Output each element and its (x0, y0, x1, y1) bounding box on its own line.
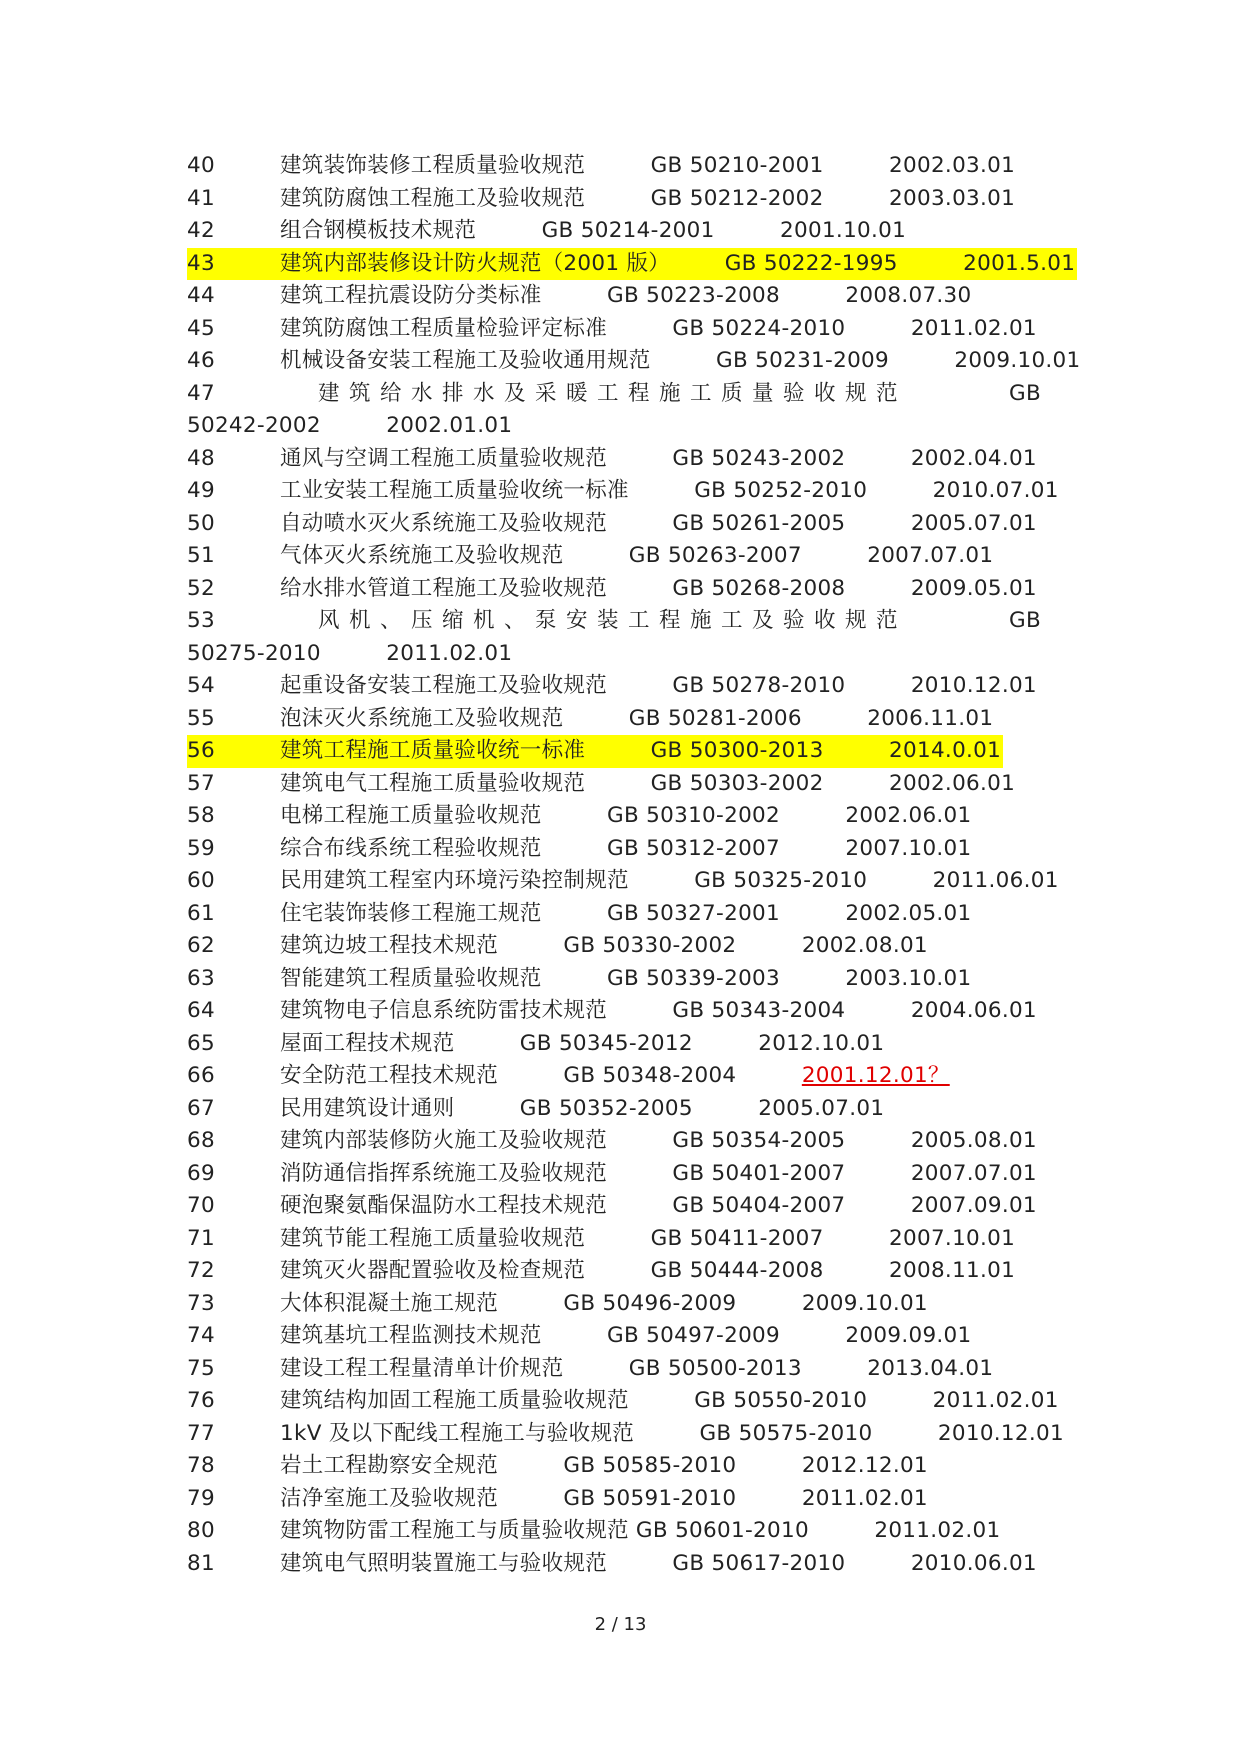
item-text: 洁净室施工及验收规范 GB 50591-2010 2011.02.01 (280, 1485, 928, 1511)
list-item (187, 1158, 1071, 1191)
item-number: 55 (187, 705, 215, 731)
list-item (187, 995, 1071, 1028)
item-number: 79 (187, 1485, 215, 1511)
item-number: 71 (187, 1225, 215, 1251)
item-number: 75 (187, 1355, 215, 1381)
item-number: 63 (187, 965, 215, 991)
item-number: 50 (187, 510, 215, 536)
item-number: 70 (187, 1193, 215, 1218)
item-number: 56 (187, 738, 215, 763)
list-item (187, 1125, 1071, 1158)
item-number: 74 (187, 1323, 215, 1348)
item-text: 自动喷水灭火系统施工及验收规范 GB 50261-2005 2005.07.01 (280, 510, 1037, 536)
item-number: 52 (187, 575, 215, 601)
item-number: 46 (187, 348, 215, 373)
list-item (187, 280, 1071, 313)
item-text: 住宅装饰装修工程施工规范 GB 50327-2001 2002.05.01 (280, 900, 972, 926)
list-item (187, 800, 1071, 833)
page-number: 2 / 13 (594, 1614, 647, 1635)
item-number: 59 (187, 835, 215, 861)
item-text: 建筑电气照明装置施工与验收规范 GB 50617-2010 2010.06.01 (280, 1550, 1037, 1576)
item-number: 45 (187, 315, 215, 341)
item-code-prefix: GB (1008, 380, 1041, 406)
item-number: 41 (187, 185, 215, 211)
item-number: 68 (187, 1128, 215, 1153)
list-item (187, 1028, 1071, 1061)
item-text: 通风与空调工程施工质量验收规范 GB 50243-2002 2002.04.01 (280, 445, 1037, 471)
highlighted-entry (187, 248, 1077, 281)
list-item (187, 1548, 1071, 1581)
item-number: 61 (187, 900, 215, 926)
highlighted-entry (187, 735, 1003, 768)
item-text: 消防通信指挥系统施工及验收规范 GB 50401-2007 2007.07.01 (280, 1160, 1037, 1186)
item-number: 67 (187, 1095, 215, 1121)
item-text: 建筑电气工程施工质量验收规范 GB 50303-2002 2002.06.01 (280, 770, 1016, 796)
item-number: 51 (187, 543, 215, 568)
list-item (187, 345, 1081, 378)
item-number: 43 (187, 250, 215, 276)
item-text: 建筑防腐蚀工程质量检验评定标准 GB 50224-2010 2011.02.01 (280, 315, 1037, 341)
list-item (187, 670, 1071, 703)
item-code-prefix: GB (1008, 608, 1041, 633)
list-item (187, 443, 1071, 476)
list-item (187, 1385, 1071, 1418)
item-text: 岩土工程勘察安全规范 GB 50585-2010 2012.12.01 (280, 1453, 928, 1478)
list-item (187, 898, 1071, 931)
item-number: 49 (187, 478, 215, 503)
list-item (187, 735, 1071, 768)
list-item (187, 1093, 1071, 1126)
item-text: 民用建筑设计通则 GB 50352-2005 2005.07.01 (280, 1095, 885, 1121)
item-text: 建筑边坡工程技术规范 GB 50330-2002 2002.08.01 (280, 933, 928, 958)
list-item (187, 1223, 1071, 1256)
item-text: 风机、压缩机、泵安装工程施工及验收规范 (318, 608, 908, 633)
item-number: 78 (187, 1453, 215, 1478)
item-text: 组合钢模板技术规范 GB 50214-2001 2001.10.01 (280, 218, 907, 243)
list-item (187, 1418, 1071, 1451)
item-text: 机械设备安装工程施工及验收通用规范 GB 50231-2009 2009.10.01 (280, 348, 1081, 373)
list-item (187, 573, 1071, 606)
item-text: 泡沫灭火系统施工及验收规范 GB 50281-2006 2006.11.01 (280, 705, 994, 731)
item-text: 建筑工程抗震设防分类标准 GB 50223-2008 2008.07.30 (280, 283, 972, 308)
item-text: 建筑物防雷工程施工与质量验收规范 GB 50601-2010 2011.02.01 (280, 1518, 1001, 1543)
item-number: 44 (187, 283, 215, 308)
item-number: 47 (187, 380, 215, 406)
item-text: 建筑装饰装修工程质量验收规范 GB 50210-2001 2002.03.01 (280, 153, 1016, 178)
list-item (187, 1483, 1071, 1516)
item-number: 58 (187, 803, 215, 828)
item-number: 48 (187, 445, 215, 471)
item-text: 智能建筑工程质量验收规范 GB 50339-2003 2003.10.01 (280, 965, 972, 991)
list-item (187, 703, 1071, 736)
item-text: 建筑基坑工程监测技术规范 GB 50497-2009 2009.09.01 (280, 1323, 972, 1348)
item-continuation-text: 50242-2002 2002.01.01 (187, 413, 513, 438)
item-number: 72 (187, 1258, 215, 1283)
item-number: 54 (187, 673, 215, 698)
list-item (187, 378, 1071, 411)
item-number: 66 (187, 1063, 215, 1088)
item-number: 80 (187, 1518, 215, 1543)
list-item-continuation (187, 410, 1071, 443)
item-number: 53 (187, 608, 215, 633)
list-item (187, 1515, 1071, 1548)
item-number: 40 (187, 153, 215, 178)
item-text: 大体积混凝土施工规范 GB 50496-2009 2009.10.01 (280, 1290, 928, 1316)
list-item (187, 930, 1071, 963)
item-text: 给水排水管道工程施工及验收规范 GB 50268-2008 2009.05.01 (280, 575, 1037, 601)
list-item (187, 1288, 1071, 1321)
item-number: 64 (187, 998, 215, 1023)
flagged-date: 2001.12.01？ (801, 1063, 950, 1088)
list-item (187, 605, 1071, 638)
item-text: 建筑物电子信息系统防雷技术规范 GB 50343-2004 2004.06.01 (280, 998, 1037, 1023)
item-number: 77 (187, 1420, 215, 1446)
item-continuation-text: 50275-2010 2011.02.01 (187, 640, 513, 666)
list-item (187, 963, 1071, 996)
list-item (187, 865, 1071, 898)
item-number: 76 (187, 1388, 215, 1413)
item-number: 62 (187, 933, 215, 958)
list-item (187, 150, 1071, 183)
item-text: 综合布线系统工程验收规范 GB 50312-2007 2007.10.01 (280, 835, 972, 861)
item-number: 65 (187, 1030, 215, 1056)
item-text: 建筑工程施工质量验收统一标准 GB 50300-2013 2014.0.01 (280, 738, 1002, 763)
item-number: 73 (187, 1290, 215, 1316)
item-text: 工业安装工程施工质量验收统一标准 GB 50252-2010 2010.07.01 (280, 478, 1059, 503)
list-item (187, 1353, 1071, 1386)
list-item (187, 475, 1071, 508)
list-item-continuation (187, 638, 1071, 671)
item-number: 69 (187, 1160, 215, 1186)
item-text: 硬泡聚氨酯保温防水工程技术规范 GB 50404-2007 2007.09.01 (280, 1193, 1037, 1218)
item-text: 建筑防腐蚀工程施工及验收规范 GB 50212-2002 2003.03.01 (280, 185, 1016, 211)
item-number: 81 (187, 1550, 215, 1576)
item-text: 建筑结构加固工程施工质量验收规范 GB 50550-2010 2011.02.01 (280, 1388, 1059, 1413)
item-text: 建筑内部装修设计防火规范（2001 版） GB 50222-1995 2001.5.01 (280, 250, 1076, 276)
list-item (187, 313, 1071, 346)
item-text: 安全防范工程技术规范 GB 50348-2004 (280, 1063, 802, 1088)
item-text: 建筑节能工程施工质量验收规范 GB 50411-2007 2007.10.01 (280, 1225, 1016, 1251)
item-text: 民用建筑工程室内环境污染控制规范 GB 50325-2010 2011.06.01 (280, 868, 1059, 893)
list-item (187, 768, 1071, 801)
list-item (187, 248, 1076, 281)
list-item (187, 1255, 1071, 1288)
item-text: 屋面工程技术规范 GB 50345-2012 2012.10.01 (280, 1030, 885, 1056)
list-item (187, 833, 1071, 866)
item-number: 60 (187, 868, 215, 893)
list-item (187, 1190, 1071, 1223)
item-text: 建筑灭火器配置验收及检查规范 GB 50444-2008 2008.11.01 (280, 1258, 1016, 1283)
list-item (187, 1060, 1071, 1093)
list-item (187, 183, 1071, 216)
list-item (187, 215, 1071, 248)
item-text: 建设工程工程量清单计价规范 GB 50500-2013 2013.04.01 (280, 1355, 994, 1381)
standards-list (187, 150, 1081, 1580)
list-item (187, 1450, 1071, 1483)
list-item (187, 540, 1071, 573)
item-text: 气体灭火系统施工及验收规范 GB 50263-2007 2007.07.01 (280, 543, 994, 568)
item-number: 57 (187, 770, 215, 796)
item-text: 建筑给水排水及采暖工程施工质量验收规范 (318, 380, 908, 406)
item-text: 1kV 及以下配线工程施工与验收规范 GB 50575-2010 2010.12.01 (280, 1420, 1064, 1446)
item-number: 42 (187, 218, 215, 243)
list-item (187, 1320, 1071, 1353)
item-text: 电梯工程施工质量验收规范 GB 50310-2002 2002.06.01 (280, 803, 972, 828)
item-text: 起重设备安装工程施工及验收规范 GB 50278-2010 2010.12.01 (280, 673, 1037, 698)
list-item (187, 508, 1071, 541)
item-text: 建筑内部装修防火施工及验收规范 GB 50354-2005 2005.08.01 (280, 1128, 1037, 1153)
